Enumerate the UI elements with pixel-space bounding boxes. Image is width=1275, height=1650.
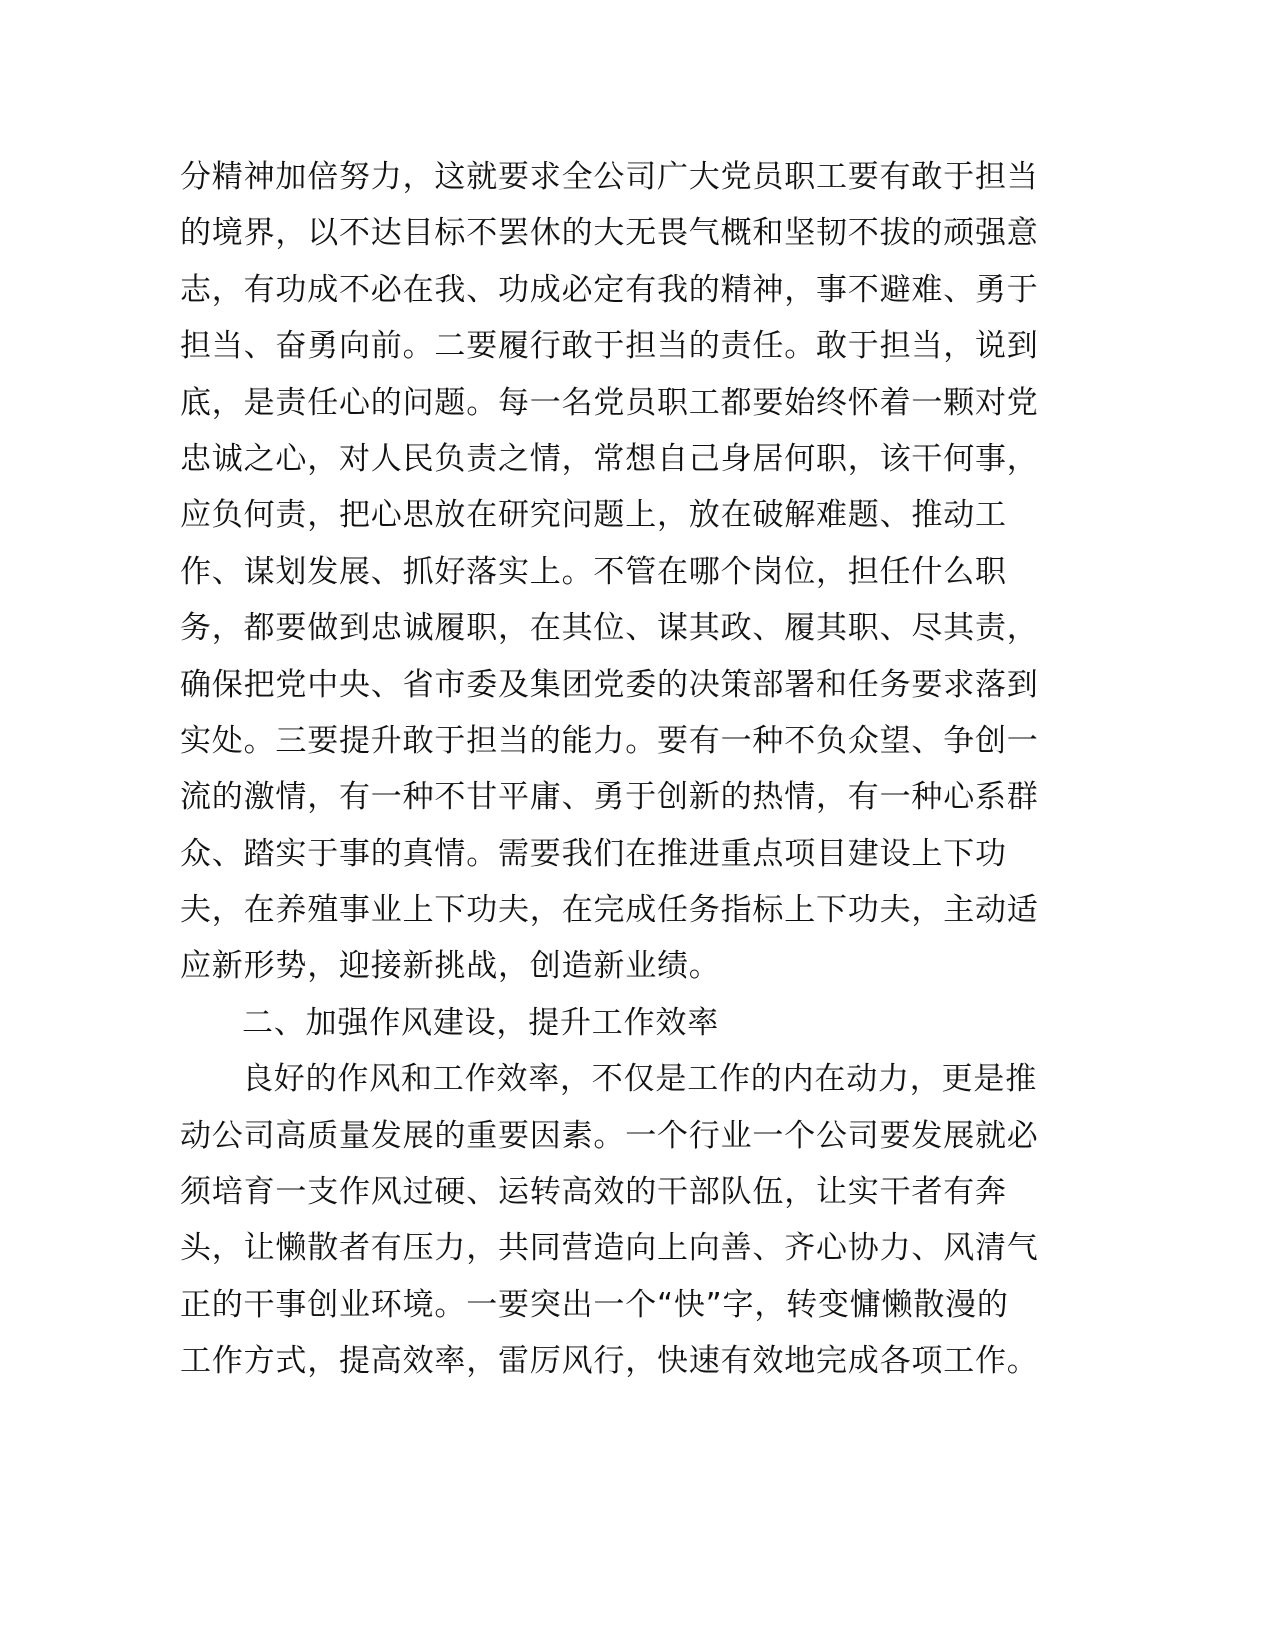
body-text	[180, 149, 1040, 1390]
text-line: 应新形势，迎接新挑战，创造新业绩。	[180, 948, 721, 985]
section-heading: 二、加强作风建设，提升工作效率	[242, 1004, 719, 1041]
text-line: 夫，在养殖事业上下功夫，在完成任务指标上下功夫，主动适	[180, 892, 1039, 929]
text-line: 应负何责，把心思放在研究问题上，放在破解难题、推动工	[180, 497, 1007, 534]
text-line: 正的干事创业环境。一要突出一个“快”字，转变慵懒散漫的	[180, 1286, 1009, 1323]
text-line: 良好的作风和工作效率，不仅是工作的内在动力，更是推	[242, 1061, 1037, 1098]
text-line: 确保把党中央、省市委及集团党委的决策部署和任务要求落到	[180, 666, 1039, 703]
text-line: 志，有功成不必在我、功成必定有我的精神，事不避难、勇于	[180, 271, 1039, 308]
text-line: 头，让懒散者有压力，共同营造向上向善、齐心协力、风清气	[180, 1230, 1039, 1267]
text-line: 底，是责任心的问题。每一名党员职工都要始终怀着一颗对党	[180, 384, 1039, 421]
text-line: 流的激情，有一种不甘平庸、勇于创新的热情，有一种心系群	[180, 779, 1039, 816]
text-line: 务，都要做到忠诚履职，在其位、谋其政、履其职、尽其责，	[180, 610, 1039, 647]
text-line: 的境界，以不达目标不罢休的大无畏气概和坚韧不拔的顽强意	[180, 215, 1039, 252]
text-line: 分精神加倍努力，这就要求全公司广大党员职工要有敢于担当	[180, 159, 1039, 195]
text-line: 作、谋划发展、抓好落实上。不管在哪个岗位，担任什么职	[180, 553, 1007, 590]
text-line: 忠诚之心，对人民负责之情，常想自己身居何职，该干何事，	[180, 440, 1039, 477]
text-line: 工作方式，提高效率，雷厉风行，快速有效地完成各项工作。	[180, 1343, 1039, 1380]
text-line: 众、踏实于事的真情。需要我们在推进重点项目建设上下功	[180, 835, 1007, 872]
text-line: 须培育一支作风过硬、运转高效的干部队伍，让实干者有奔	[180, 1174, 1007, 1211]
text-line: 担当、奋勇向前。二要履行敢于担当的责任。敢于担当，说到	[180, 328, 1039, 365]
text-line: 实处。三要提升敢于担当的能力。要有一种不负众望、争创一	[180, 722, 1039, 759]
text-line: 动公司高质量发展的重要因素。一个行业一个公司要发展就必	[180, 1117, 1039, 1154]
